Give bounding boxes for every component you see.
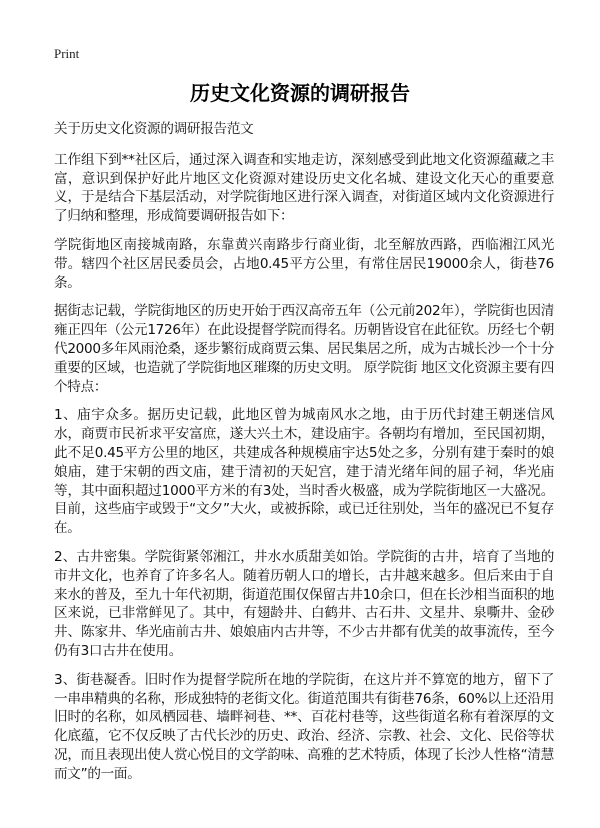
document-subtitle: 关于历史文化资源的调研报告范文 [54, 121, 254, 137]
paragraph-location: 学院街地区南接城南路，东靠黄兴南路步行商业街，北至解放西路，西临湘江风光带。辖四个社区居民委员会，占地0.45平方公里，有常住居民19000余人，街巷76条。 [54, 236, 554, 291]
print-link[interactable]: Print [54, 46, 80, 61]
paragraph-wells: 2、古井密集。学院街紧邻湘江，井水水质甜美如饴。学院街的古井，培育了当地的市井文化，也养育了许多名人。随着历朝人口的增长，古井越来越多。但后来由于自来水的普及，至九十年代初期，街道范围仅保留古井10余口，但在长沙相当面积的地区来说，已非常鲜见了。其中，有翅龄井、白鹤井、古石井、文星井、泉嘶井、金砂井、陈家井、华光庙前古井、娘娘庙内古井等，不少古井都有优美的故事流传，至今仍有3口古井在使用。 [54, 548, 554, 659]
paragraph-history: 据街志记载，学院街地区的历史开始于西汉高帝五年（公元前202年），学院街也因清雍正四年（公元1726年）在此设提督学院而得名。历朝皆设官在此征钦。历经七个朝代2000多年风雨沧桑，逐步繁衍成商贾云集、居民集居之所，成为古城长沙一个十分重要的区域，也造就了学院街地区璀璨的历史文明。 原学院街 地区文化资源主要有四个特点： [54, 303, 554, 395]
paragraph-streets: 3、街巷凝香。旧时作为提督学院所在地的学院街，在这片并不算宽的地方，留下了一串串精典的名称，形成独特的老街文化。街道范围共有街巷76条，60%以上还沿用旧时的名称，如凤栖园巷、墙畔祠巷、**、百花村巷等，这些街道名称有着深厚的文化底蕴，它不仅反映了古代长沙的历史、政治、经济、宗教、社会、文化、民俗等状况，而且表现出使人赏心悦目的文学韵味、高雅的艺术特质，体现了长沙人性格“清慧而文”的一面。 [54, 671, 554, 782]
paragraph-temples: 1、庙宇众多。据历史记载，此地区曾为城南风水之地，由于历代封建王朝迷信风水，商贾市民祈求平安富庶，遂大兴土木，建设庙宇。各朝均有增加，至民国初期，此不足0.45平方公里的地区，共建成各种规模庙宇达5处之多，分别有建于秦时的娘娘庙，建于宋朝的西文庙，建于清初的天妃宫，建于清光绪年间的屈子祠，华光庙等，其中面积超过1000平方米的有3处，当时香火极盛，成为学院街地区一大盛况。目前，这些庙宇或毁于“文夕”大火，或被拆除，或已迁往别处，当年的盛况已不复存在。 [54, 407, 554, 537]
document-body [54, 120, 554, 794]
paragraph-intro: 工作组下到**社区后，通过深入调查和实地走访，深刻感受到此地文化资源蕴藏之丰富，意识到保护好此片地区文化资源对建设历史文化名城、建设文化天心的重要意义，于是结合下基层活动，对学院街地区进行深入调查，对街道区域内文化资源进行了归纳和整理，形成简要调研报告如下： [54, 151, 554, 225]
page-title: 历史文化资源的调研报告 [190, 81, 410, 105]
